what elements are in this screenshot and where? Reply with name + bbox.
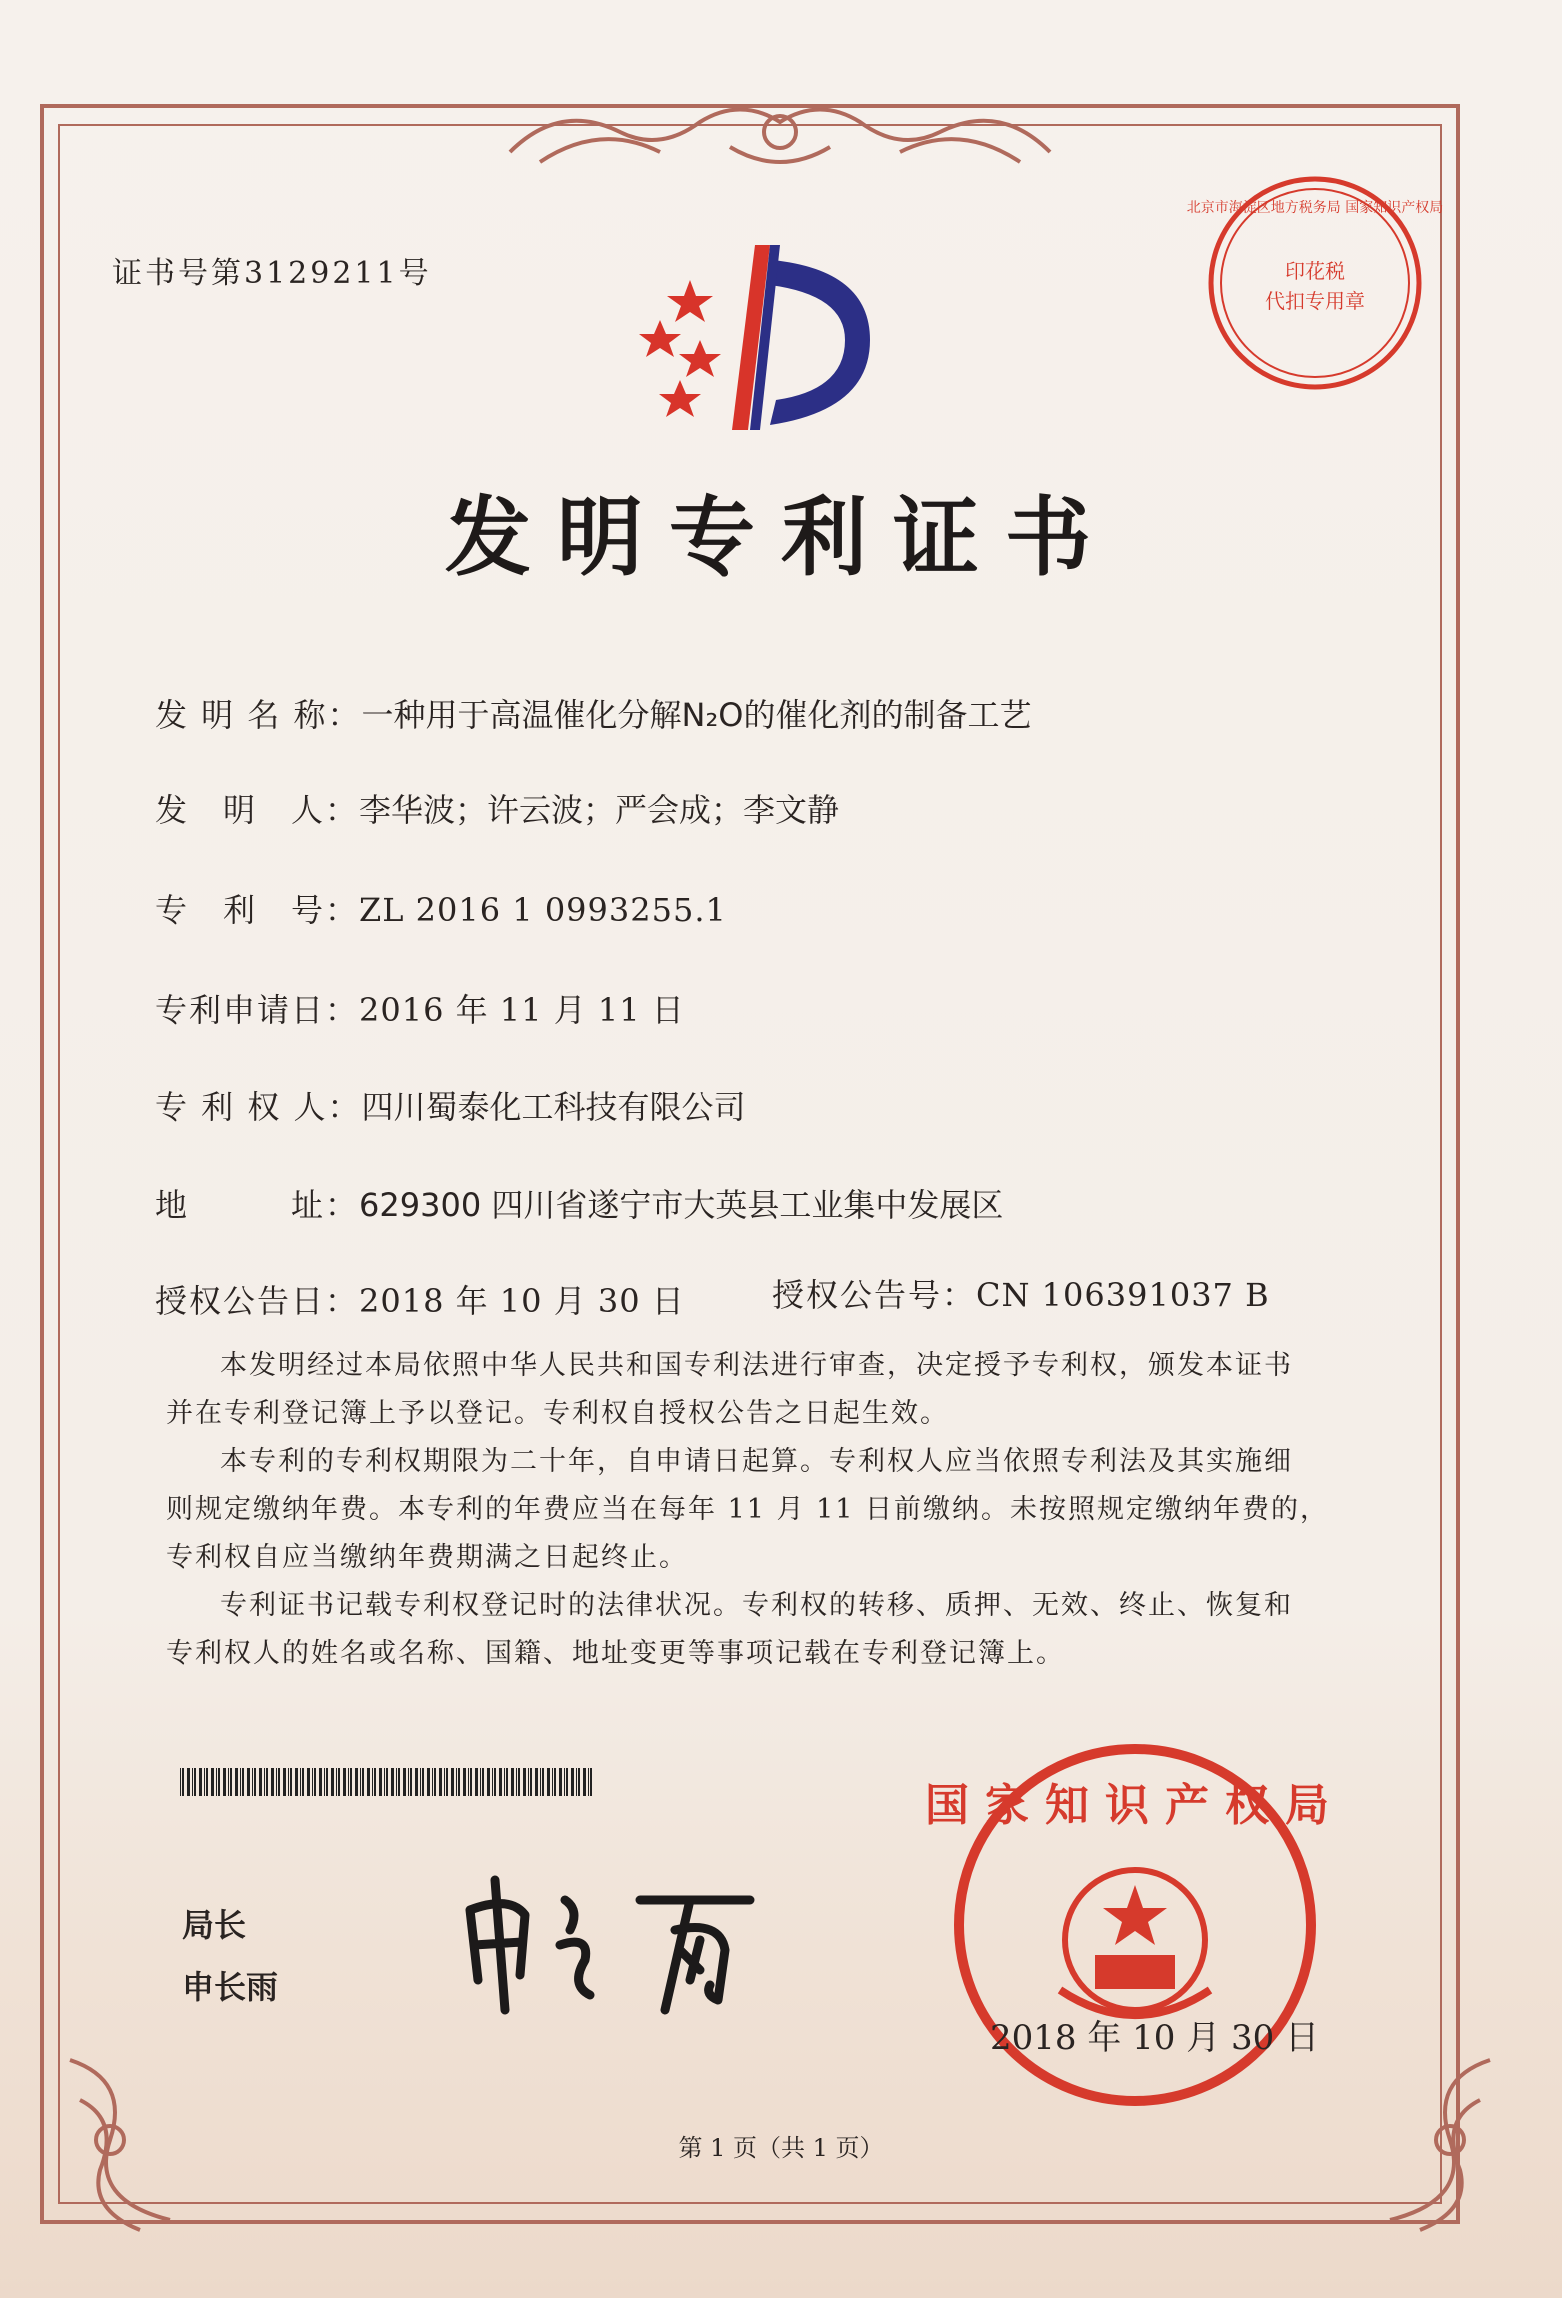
barcode-bar <box>583 1768 586 1796</box>
barcode-bar <box>494 1768 496 1796</box>
barcode-bar <box>540 1768 541 1796</box>
para3-line1: 专利证书记载专利权登记时的法律状况。专利权的转移、质押、无效、终止、恢复和 <box>220 1590 1293 1621</box>
barcode-bar <box>504 1768 505 1796</box>
barcode-bar <box>278 1768 280 1796</box>
seal-date: 2018 年 10 月 30 日 <box>990 2018 1320 2058</box>
para3-line2: 专利权人的姓名或名称、国籍、地址变更等事项记载在专利登记簿上。 <box>166 1638 1065 1669</box>
barcode-bar <box>343 1768 346 1796</box>
barcode-bar <box>482 1768 484 1796</box>
address-value: 629300 四川省遂宁市大英县工业集中发展区 <box>359 1186 1004 1224</box>
patentee-label: 专 利 权 人： <box>155 1088 362 1126</box>
barcode-bar <box>564 1768 565 1796</box>
barcode-bar <box>535 1768 538 1796</box>
inventor-row <box>155 785 839 831</box>
certificate-title: 发明专利证书 <box>445 488 1117 588</box>
body-text <box>166 1342 1376 1678</box>
barcode-bar <box>223 1768 226 1796</box>
grant-date-value: 2018 年 10 月 30 日 <box>359 1282 685 1320</box>
barcode-bar <box>230 1768 232 1796</box>
barcode-bar <box>487 1768 490 1796</box>
top-ornament <box>500 92 1060 182</box>
patent-number-value: ZL 2016 1 0993255.1 <box>359 891 727 929</box>
barcode-bar <box>432 1768 433 1796</box>
tax-stamp-ring-text: 北京市海淀区地方税务局 国家知识产权局 <box>1186 200 1444 216</box>
address-row <box>155 1180 1003 1226</box>
grant-number-label: 授权公告号： <box>772 1276 977 1314</box>
barcode-bar <box>276 1768 277 1796</box>
patent-number-label: 专 利 号： <box>155 891 360 929</box>
barcode-bar <box>403 1768 406 1796</box>
barcode-bar <box>576 1768 577 1796</box>
patentee-row <box>155 1082 746 1128</box>
para2-line3: 专利权自应当缴纳年费期满之日起终止。 <box>166 1542 688 1573</box>
barcode-bar <box>295 1768 298 1796</box>
barcode-bar <box>451 1768 454 1796</box>
barcode-bar <box>252 1768 253 1796</box>
barcode-bar <box>199 1768 202 1796</box>
barcode-bar <box>398 1768 400 1796</box>
barcode-bar <box>324 1768 325 1796</box>
barcode-bar <box>228 1768 229 1796</box>
grant-date-row <box>155 1276 685 1322</box>
barcode-bar <box>386 1768 388 1796</box>
grant-number-row <box>772 1270 1270 1316</box>
grant-date-label: 授权公告日： <box>155 1282 360 1320</box>
tax-stamp-center-2: 代扣专用章 <box>1265 289 1365 313</box>
barcode-bar <box>367 1768 370 1796</box>
barcode <box>180 1768 596 1796</box>
barcode-bar <box>187 1768 190 1796</box>
barcode-bar <box>180 1768 181 1796</box>
barcode-bar <box>331 1768 334 1796</box>
director-name: 申长雨 <box>182 1968 279 2006</box>
barcode-bar <box>312 1768 313 1796</box>
barcode-bar <box>206 1768 208 1796</box>
barcode-bar <box>420 1768 421 1796</box>
para2-line1: 本专利的专利权期限为二十年，自申请日起算。专利权人应当依照专利法及其实施细 <box>220 1446 1293 1477</box>
filing-date-label: 专利申请日： <box>155 991 360 1029</box>
barcode-bar <box>530 1768 532 1796</box>
filing-date-row <box>155 985 685 1031</box>
barcode-bar <box>307 1768 310 1796</box>
barcode-bar <box>410 1768 412 1796</box>
tax-stamp-seal <box>1186 168 1444 398</box>
para1-line1: 本发明经过本局依照中华人民共和国专利法进行审查，决定授予专利权，颁发本证书 <box>220 1350 1293 1381</box>
barcode-bar <box>242 1768 244 1796</box>
barcode-bar <box>271 1768 274 1796</box>
barcode-bar <box>528 1768 529 1796</box>
barcode-bar <box>571 1768 574 1796</box>
barcode-bar <box>475 1768 478 1796</box>
barcode-bar <box>254 1768 256 1796</box>
tax-stamp-center-1: 印花税 <box>1285 259 1345 283</box>
barcode-bar <box>338 1768 340 1796</box>
barcode-bar <box>470 1768 472 1796</box>
barcode-bar <box>192 1768 193 1796</box>
barcode-bar <box>240 1768 241 1796</box>
barcode-bar <box>288 1768 289 1796</box>
barcode-bar <box>194 1768 196 1796</box>
barcode-bar <box>350 1768 352 1796</box>
certificate-number <box>112 248 432 292</box>
barcode-bar <box>336 1768 337 1796</box>
barcode-bar <box>554 1768 556 1796</box>
barcode-bar <box>446 1768 448 1796</box>
barcode-bar <box>384 1768 385 1796</box>
barcode-bar <box>348 1768 349 1796</box>
barcode-bar <box>300 1768 301 1796</box>
barcode-bar <box>182 1768 184 1796</box>
patent-office-logo <box>620 240 890 440</box>
grant-number-value: CN 106391037 B <box>976 1276 1270 1314</box>
barcode-bar <box>247 1768 250 1796</box>
barcode-bar <box>444 1768 445 1796</box>
barcode-bar <box>290 1768 292 1796</box>
barcode-bar <box>396 1768 397 1796</box>
barcode-bar <box>259 1768 262 1796</box>
para2-line2: 则规定缴纳年费。本专利的年费应当在每年 11 月 11 日前缴纳。未按照规定缴纳年费的， <box>166 1494 1330 1525</box>
barcode-bar <box>408 1768 409 1796</box>
seal-ring-text: 国家知识产权局 <box>925 1780 1345 1831</box>
barcode-bar <box>216 1768 217 1796</box>
barcode-bar <box>468 1768 469 1796</box>
barcode-bar <box>372 1768 373 1796</box>
barcode-bar <box>552 1768 553 1796</box>
barcode-bar <box>492 1768 493 1796</box>
barcode-bar <box>499 1768 502 1796</box>
barcode-bar <box>480 1768 481 1796</box>
barcode-bar <box>439 1768 442 1796</box>
barcode-bar <box>516 1768 517 1796</box>
barcode-bar <box>422 1768 424 1796</box>
barcode-bar <box>266 1768 268 1796</box>
patent-number-row <box>155 885 727 931</box>
barcode-bar <box>302 1768 304 1796</box>
barcode-bar <box>204 1768 205 1796</box>
barcode-bar <box>211 1768 214 1796</box>
barcode-bar <box>218 1768 220 1796</box>
barcode-bar <box>588 1768 589 1796</box>
barcode-bar <box>456 1768 457 1796</box>
barcode-bar <box>506 1768 508 1796</box>
barcode-bar <box>434 1768 436 1796</box>
barcode-bar <box>355 1768 358 1796</box>
page-footer: 第 1 页（共 1 页） <box>678 2134 884 2162</box>
barcode-bar <box>511 1768 514 1796</box>
inventor-label: 发 明 人： <box>155 791 360 829</box>
barcode-bar <box>283 1768 286 1796</box>
director-title: 局长 <box>182 1906 247 1944</box>
invention-name-value: 一种用于高温催化分解N₂O的催化剂的制备工艺 <box>361 696 1032 734</box>
barcode-bar <box>379 1768 382 1796</box>
address-label: 地 址： <box>155 1186 360 1224</box>
barcode-bar <box>391 1768 394 1796</box>
invention-name-label: 发 明 名 称： <box>155 696 362 734</box>
barcode-bar <box>326 1768 328 1796</box>
barcode-bar <box>523 1768 526 1796</box>
barcode-bar <box>374 1768 376 1796</box>
barcode-bar <box>559 1768 562 1796</box>
barcode-bar <box>314 1768 316 1796</box>
barcode-bar <box>319 1768 322 1796</box>
certificate-number-label: 证书号第 <box>112 256 244 291</box>
certificate-number-value: 3129211 <box>244 256 399 291</box>
certificate-number-suffix: 号 <box>398 256 432 291</box>
barcode-bar <box>235 1768 238 1796</box>
director-signature <box>450 1860 810 2020</box>
invention-name-row <box>155 690 1032 736</box>
barcode-bar <box>578 1768 580 1796</box>
barcode-bar <box>542 1768 544 1796</box>
barcode-bar <box>264 1768 265 1796</box>
filing-date-value: 2016 年 11 月 11 日 <box>359 991 685 1029</box>
barcode-bar <box>360 1768 361 1796</box>
barcode-bar <box>566 1768 568 1796</box>
barcode-bar <box>547 1768 550 1796</box>
barcode-bar <box>415 1768 418 1796</box>
barcode-bar <box>427 1768 430 1796</box>
barcode-bar <box>590 1768 592 1796</box>
barcode-bar <box>463 1768 466 1796</box>
para1-line2: 并在专利登记簿上予以登记。专利权自授权公告之日起生效。 <box>166 1398 949 1429</box>
patentee-value: 四川蜀泰化工科技有限公司 <box>361 1088 746 1126</box>
barcode-bar <box>458 1768 460 1796</box>
barcode-bar <box>362 1768 364 1796</box>
inventor-value: 李华波；许云波；严会成；李文静 <box>359 791 840 829</box>
barcode-bar <box>518 1768 520 1796</box>
